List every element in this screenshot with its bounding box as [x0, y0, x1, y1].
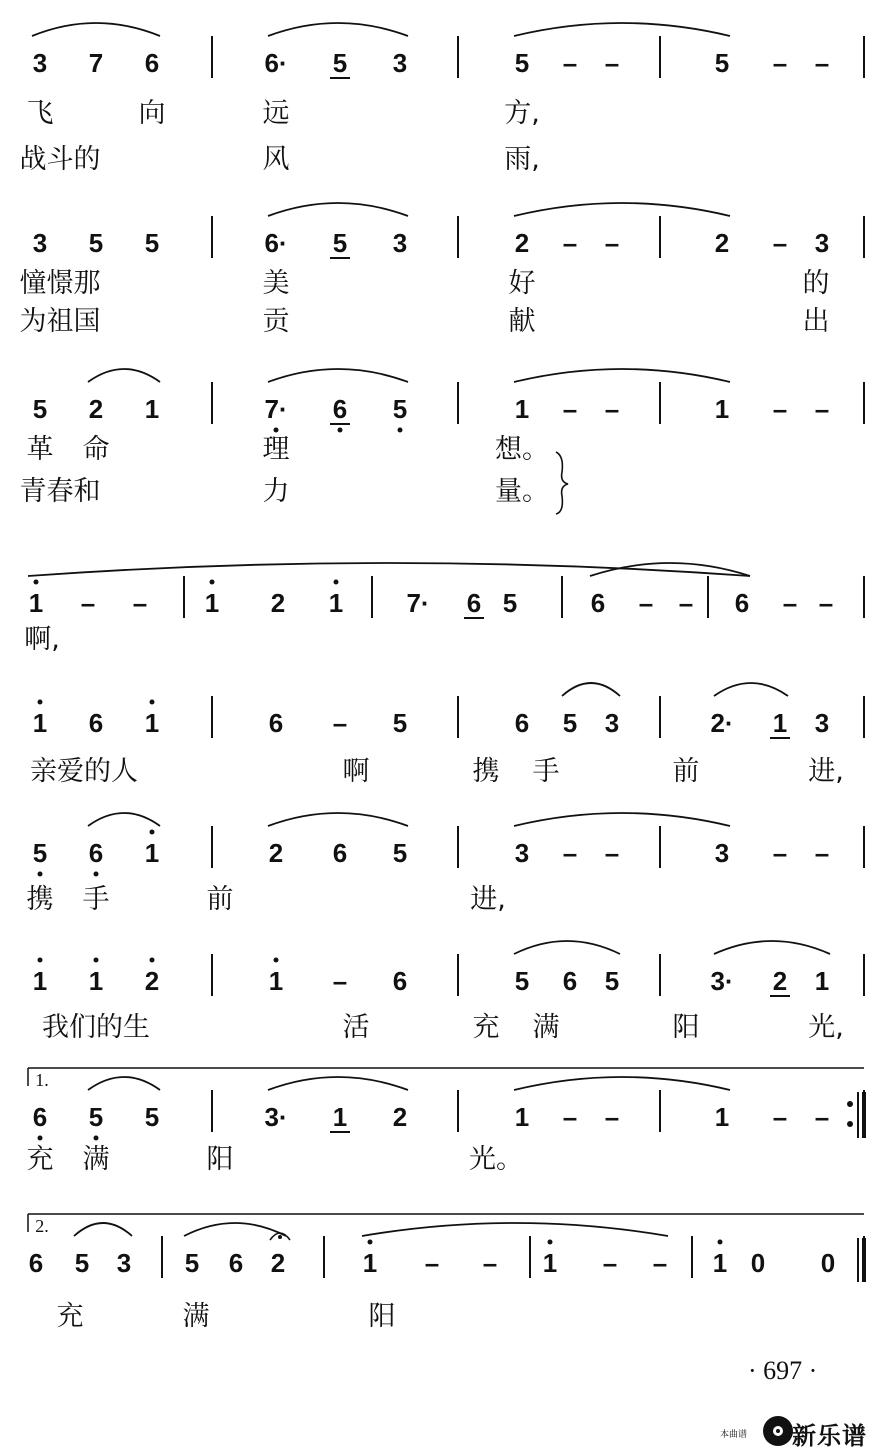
note-7-11: – — [814, 1102, 830, 1132]
note-3-10: – — [638, 588, 654, 618]
note-3-4: 2 — [270, 588, 286, 618]
note-6-11: 1 — [814, 966, 830, 996]
note-8-2: 3 — [116, 1248, 132, 1278]
page-number: · 697 · — [748, 1356, 818, 1385]
note-4-5: 5 — [392, 708, 408, 738]
lyric-8-0-1: 满 — [182, 1301, 210, 1332]
note-6-6: 5 — [514, 966, 530, 996]
lyric-0-0-3: 方, — [504, 98, 540, 129]
note-8-1: 5 — [74, 1248, 90, 1278]
note-8-11: – — [652, 1248, 668, 1278]
slur — [268, 813, 408, 826]
note-6-7: 6 — [562, 966, 578, 996]
lyric-6-0-5: 光, — [808, 1012, 844, 1043]
slur — [514, 941, 620, 954]
lyric-5-0-1: 手 — [82, 884, 110, 915]
lyric-1-0-2: 好 — [508, 268, 536, 299]
lyric-5-0-3: 进, — [470, 884, 506, 915]
lyric-2-1-1: 力 — [262, 476, 290, 507]
octave-dot — [38, 872, 43, 877]
note-4-6: 6 — [514, 708, 530, 738]
lyric-5-0-0: 携 — [26, 884, 54, 915]
note-3-8: 5 — [502, 588, 518, 618]
octave-dot — [338, 428, 343, 433]
note-0-0: 3 — [32, 48, 48, 78]
volta-number: 1. — [35, 1070, 49, 1090]
slur — [562, 683, 620, 696]
slur — [714, 941, 830, 954]
note-2-6: 1 — [514, 394, 530, 424]
note-4-7: 5 — [562, 708, 578, 738]
note-2-8: – — [604, 394, 620, 424]
note-8-6: 1 — [362, 1248, 378, 1278]
verse-brace — [556, 452, 568, 514]
note-3-13: – — [782, 588, 798, 618]
lyric-7-0-1: 满 — [82, 1144, 110, 1175]
note-6-0: 1 — [32, 966, 48, 996]
note-8-13: 0 — [750, 1248, 766, 1278]
note-7-10: – — [772, 1102, 788, 1132]
lyric-0-0-0: 飞 — [26, 98, 54, 129]
note-4-3: 6 — [268, 708, 284, 738]
repeat-dot — [847, 1101, 853, 1107]
note-3-6: 7· — [406, 588, 430, 618]
note-2-0: 5 — [32, 394, 48, 424]
note-7-6: 1 — [514, 1102, 530, 1132]
note-5-4: 6 — [332, 838, 348, 868]
lyric-6-0-2: 充 — [472, 1012, 500, 1043]
note-5-2: 1 — [144, 838, 160, 868]
note-0-5: 3 — [392, 48, 408, 78]
note-4-8: 3 — [604, 708, 620, 738]
note-1-8: – — [604, 228, 620, 258]
slur — [88, 369, 160, 382]
note-3-0: 1 — [28, 588, 44, 618]
lyric-2-0-1: 命 — [82, 434, 110, 465]
note-1-3: 6· — [264, 228, 288, 258]
note-3-2: – — [132, 588, 148, 618]
note-2-11: – — [814, 394, 830, 424]
note-8-0: 6 — [28, 1248, 44, 1278]
slur — [514, 1077, 730, 1090]
note-0-8: – — [604, 48, 620, 78]
lyric-1-0-0: 憧憬那 — [19, 268, 101, 299]
note-5-11: – — [814, 838, 830, 868]
note-2-2: 1 — [144, 394, 160, 424]
lyric-6-0-3: 满 — [532, 1012, 560, 1043]
slur — [32, 23, 160, 36]
note-4-9: 2· — [710, 708, 734, 738]
slur — [74, 1223, 132, 1236]
note-8-12: 1 — [712, 1248, 728, 1278]
note-0-11: – — [814, 48, 830, 78]
fermata-dot — [278, 1235, 282, 1239]
note-7-9: 1 — [714, 1102, 730, 1132]
note-4-4: – — [332, 708, 348, 738]
slur — [268, 1077, 408, 1090]
note-1-6: 2 — [514, 228, 530, 258]
note-8-5: 2 — [270, 1248, 286, 1278]
octave-dot — [368, 1240, 373, 1245]
octave-dot — [210, 580, 215, 585]
note-6-2: 2 — [144, 966, 160, 996]
slur — [514, 813, 730, 826]
note-5-0: 5 — [32, 838, 48, 868]
lyric-1-0-3: 的 — [802, 268, 830, 299]
note-6-4: – — [332, 966, 348, 996]
note-7-2: 5 — [144, 1102, 160, 1132]
note-1-9: 2 — [714, 228, 730, 258]
lyric-3-0-0: 啊, — [24, 624, 60, 655]
note-1-11: 3 — [814, 228, 830, 258]
note-2-3: 7· — [264, 394, 288, 424]
note-6-8: 5 — [604, 966, 620, 996]
note-3-9: 6 — [590, 588, 606, 618]
note-7-8: – — [604, 1102, 620, 1132]
lyric-6-0-4: 阳 — [672, 1012, 700, 1043]
note-5-6: 3 — [514, 838, 530, 868]
note-8-9: 1 — [542, 1248, 558, 1278]
footer-label: 本曲谱 — [720, 1430, 748, 1440]
note-2-9: 1 — [714, 394, 730, 424]
slur — [184, 1223, 286, 1236]
lyric-1-0-1: 美 — [262, 268, 290, 299]
note-4-11: 3 — [814, 708, 830, 738]
note-3-5: 1 — [328, 588, 344, 618]
note-4-0: 1 — [32, 708, 48, 738]
note-6-1: 1 — [88, 966, 104, 996]
note-8-7: – — [424, 1248, 440, 1278]
slur — [514, 369, 730, 382]
note-0-10: – — [772, 48, 788, 78]
octave-dot — [94, 1136, 99, 1141]
lyric-1-1-3: 出 — [802, 306, 830, 337]
lyric-6-0-1: 活 — [342, 1012, 370, 1043]
note-5-5: 5 — [392, 838, 408, 868]
slur — [88, 813, 160, 826]
note-2-1: 2 — [88, 394, 104, 424]
note-2-5: 5 — [392, 394, 408, 424]
note-1-10: – — [772, 228, 788, 258]
note-1-0: 3 — [32, 228, 48, 258]
lyric-2-0-3: 想。 — [495, 434, 549, 465]
note-0-3: 6· — [264, 48, 288, 78]
repeat-dot — [847, 1121, 853, 1127]
note-7-0: 6 — [32, 1102, 48, 1132]
note-1-2: 5 — [144, 228, 160, 258]
note-8-8: – — [482, 1248, 498, 1278]
note-7-4: 1 — [332, 1102, 348, 1132]
octave-dot — [334, 580, 339, 585]
lyric-2-0-2: 理 — [262, 434, 290, 465]
note-5-8: – — [604, 838, 620, 868]
lyric-1-1-2: 献 — [508, 306, 536, 337]
lyric-2-0-0: 革 — [26, 434, 54, 465]
octave-dot — [150, 700, 155, 705]
lyric-5-0-2: 前 — [206, 884, 234, 915]
octave-dot — [274, 958, 279, 963]
lyric-0-1-1: 风 — [262, 144, 290, 175]
note-7-1: 5 — [88, 1102, 104, 1132]
lyric-7-0-0: 充 — [26, 1144, 54, 1175]
note-4-10: 1 — [772, 708, 788, 738]
octave-dot — [398, 428, 403, 433]
lyric-6-0-0: 我们的生 — [42, 1012, 150, 1043]
slur — [514, 203, 730, 216]
octave-dot — [274, 428, 279, 433]
slur — [514, 23, 730, 36]
lyric-4-0-1: 啊 — [342, 756, 370, 787]
note-8-4: 6 — [228, 1248, 244, 1278]
note-1-7: – — [562, 228, 578, 258]
octave-dot — [34, 580, 39, 585]
lyric-4-0-0: 亲爱的人 — [30, 756, 138, 787]
note-5-9: 3 — [714, 838, 730, 868]
note-4-2: 1 — [144, 708, 160, 738]
lyric-4-0-4: 前 — [672, 756, 700, 787]
note-3-7: 6 — [466, 588, 482, 618]
note-0-2: 6 — [144, 48, 160, 78]
lyric-8-0-0: 充 — [56, 1301, 84, 1332]
lyric-0-0-1: 向 — [138, 98, 166, 129]
lyric-8-0-2: 阳 — [368, 1301, 396, 1332]
note-8-10: – — [602, 1248, 618, 1278]
note-6-5: 6 — [392, 966, 408, 996]
note-7-7: – — [562, 1102, 578, 1132]
note-3-12: 6 — [734, 588, 750, 618]
note-8-14: 0 — [820, 1248, 836, 1278]
note-1-5: 3 — [392, 228, 408, 258]
note-1-4: 5 — [332, 228, 348, 258]
lyric-0-1-2: 雨, — [504, 144, 540, 175]
note-7-5: 2 — [392, 1102, 408, 1132]
lyric-0-1-0: 战斗的 — [19, 144, 101, 175]
note-1-1: 5 — [88, 228, 104, 258]
note-0-9: 5 — [714, 48, 730, 78]
lyric-4-0-5: 进, — [808, 756, 844, 787]
note-6-3: 1 — [268, 966, 284, 996]
lyric-0-0-2: 远 — [262, 98, 290, 129]
note-3-11: – — [678, 588, 694, 618]
octave-dot — [94, 872, 99, 877]
note-2-4: 6 — [332, 394, 348, 424]
lyric-7-0-3: 光。 — [469, 1144, 523, 1175]
note-0-1: 7 — [88, 48, 104, 78]
lyric-7-0-2: 阳 — [206, 1144, 234, 1175]
octave-dot — [150, 958, 155, 963]
lyric-1-1-1: 贡 — [262, 306, 290, 337]
note-2-7: – — [562, 394, 578, 424]
lyric-2-1-2: 量。 — [495, 476, 549, 507]
slur — [268, 369, 408, 382]
note-6-10: 2 — [772, 966, 788, 996]
note-5-3: 2 — [268, 838, 284, 868]
note-7-3: 3· — [264, 1102, 288, 1132]
slur — [714, 683, 788, 696]
slur — [362, 1223, 668, 1236]
note-2-10: – — [772, 394, 788, 424]
note-6-9: 3· — [710, 966, 734, 996]
lyric-4-0-3: 手 — [532, 756, 560, 787]
octave-dot — [718, 1240, 723, 1245]
octave-dot — [38, 700, 43, 705]
note-0-7: – — [562, 48, 578, 78]
lyric-4-0-2: 携 — [472, 756, 500, 787]
slur — [268, 203, 408, 216]
logo-text: 新乐谱 — [792, 1422, 867, 1450]
note-0-6: 5 — [514, 48, 530, 78]
octave-dot — [150, 830, 155, 835]
octave-dot — [548, 1240, 553, 1245]
octave-dot — [38, 958, 43, 963]
lyric-1-1-0: 为祖国 — [19, 306, 101, 337]
note-3-1: – — [80, 588, 96, 618]
note-3-3: 1 — [204, 588, 220, 618]
volta-number: 2. — [35, 1216, 49, 1236]
octave-dot — [94, 958, 99, 963]
note-8-3: 5 — [184, 1248, 200, 1278]
note-5-10: – — [772, 838, 788, 868]
note-0-4: 5 — [332, 48, 348, 78]
slur — [88, 1077, 160, 1090]
slur — [268, 23, 408, 36]
note-3-14: – — [818, 588, 834, 618]
octave-dot — [38, 1136, 43, 1141]
note-4-1: 6 — [88, 708, 104, 738]
lyric-2-1-0: 青春和 — [19, 476, 101, 507]
note-5-7: – — [562, 838, 578, 868]
note-5-1: 6 — [88, 838, 104, 868]
